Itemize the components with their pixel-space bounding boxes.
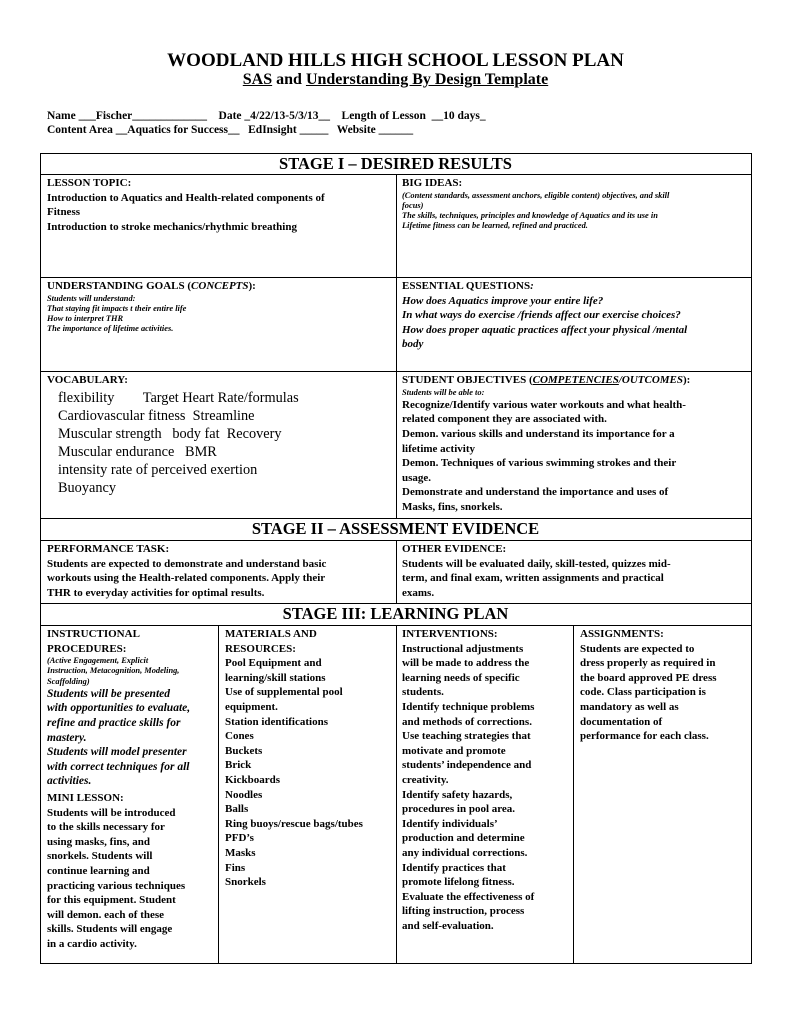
performance-task-label: PERFORMANCE TASK: [47,543,170,555]
materials-item: Pool Equipment and [225,657,322,670]
interventions-line: lifting instruction, process [402,905,525,918]
vocabulary-line: Cardiovascular fitness Streamline [58,407,255,424]
interventions-line: students. [402,686,444,699]
understanding-line: How to interpret THR [47,314,124,323]
divider [396,540,397,603]
understanding-goals-label [47,279,392,294]
instructional-label: INSTRUCTIONAL [47,628,140,640]
mini-lesson-line: for this equipment. Student [47,894,176,907]
divider [396,625,397,964]
performance-task-line: workouts using the Health-related components. Apply their [47,572,326,585]
other-evidence-line: term, and final exam, written assignments and practical [402,572,664,585]
interventions-line: and methods of corrections. [402,715,532,728]
materials-item: Snorkels [225,876,266,889]
instructional-line: activities. [47,775,92,788]
mini-lesson-line: snorkels. Students will [47,850,153,863]
stage-3-heading: STAGE III: LEARNING PLAN [282,604,509,623]
vocabulary-line: intensity rate of perceived exertion [58,461,258,478]
assignments-label: ASSIGNMENTS: [580,628,664,640]
big-ideas-text: Lifetime fitness can be learned, refined and practiced. [402,221,588,231]
mini-lesson-line: to the skills necessary for [47,821,165,834]
interventions-line: and self-evaluation. [402,919,494,932]
vocabulary-line: Buoyancy [58,479,116,496]
document-subtitle [0,71,791,89]
website-value: ______ [378,124,414,136]
mini-lesson-line: Students will be introduced [47,806,176,819]
materials-item: Noodles [225,788,263,801]
other-evidence-line: Students will be evaluated daily, skill-tested, quizzes mid- [402,557,671,570]
assignments-line: Students are expected to [580,642,695,655]
interventions-line: Identify individuals’ [402,817,498,830]
objective-line: related component they are associated with. [402,413,607,426]
interventions-line: procedures in pool area. [402,803,516,816]
big-ideas-note: (Content standards, assessment anchors, eligible content) objectives, and skill [402,190,670,200]
assignments-line: code. Class participation is [580,686,706,699]
materials-item: Station identifications [225,715,328,728]
divider [218,625,219,964]
instructional-line: refine and practice skills for [47,716,181,729]
mini-lesson-line: will demon. each of these [47,908,165,921]
lesson-topic-label: LESSON TOPIC: [47,177,132,189]
interventions-line: will be made to address the [402,657,530,670]
interventions-line: motivate and promote [402,744,506,757]
instructional-label: PROCEDURES: [47,642,127,655]
assignments-line: documentation of [580,715,663,728]
interventions-line: creativity. [402,773,449,786]
essential-questions-cell [402,279,748,352]
edinsight-label: EdInsight [248,124,297,136]
materials-item: Cones [225,730,254,743]
objectives-label-part: STUDENT OBJECTIVES ( [402,374,533,386]
materials-label: RESOURCES: [225,642,296,655]
mini-lesson-line: in a cardio activity. [47,937,137,950]
mini-lesson-line: skills. Students will engage [47,923,173,936]
vocabulary-line: Muscular endurance BMR [58,443,217,460]
lesson-topic-cell [47,176,392,234]
header-row-1 [47,110,486,122]
performance-task-line: Students are expected to demonstrate and understand basic [47,557,327,570]
instructional-line: mastery. [47,731,87,744]
subtitle-ubd: Understanding By Design Template [305,71,549,88]
stage-1-heading: STAGE I – DESIRED RESULTS [279,154,512,173]
materials-resources-cell [225,627,395,890]
interventions-label: INTERVENTIONS: [402,628,498,640]
understanding-label-part: UNDERSTANDING GOALS ( [47,280,192,292]
understanding-label-concepts: CONCEPTS [191,280,249,292]
objective-line: Demonstrate and understand the importance and uses of [402,486,669,499]
subtitle-and: and [272,71,306,88]
instructional-note: Scaffolding) [47,676,90,686]
other-evidence-line: exams. [402,586,435,599]
materials-item: Buckets [225,744,263,757]
objective-line: Demon. Techniques of various swimming strokes and their [402,457,677,470]
date-value: _4/22/13-5/3/13__ [244,110,331,122]
objectives-label-competencies: COMPETENCIES [532,374,619,386]
materials-item: PFD’s [225,832,254,845]
lesson-topic-line: Introduction to Aquatics and Health-related components of [47,191,325,204]
objectives-label-outcomes: /OUTCOMES [618,374,684,386]
interventions-line: Identify practices that [402,861,506,874]
big-ideas-note: focus) [402,200,424,210]
length-label: Length of Lesson [341,110,426,122]
materials-item: Fins [225,861,246,874]
interventions-line: students’ independence and [402,759,532,772]
document-title: WOODLAND HILLS HIGH SCHOOL LESSON PLAN [167,50,624,71]
header-row-2 [47,124,413,136]
assignments-line: mandatory as well as [580,700,679,713]
website-label: Website [336,124,376,136]
interventions-line: production and determine [402,832,525,845]
interventions-line: learning needs of specific [402,671,520,684]
instructional-line: with opportunities to evaluate, [47,702,191,715]
instructional-note: (Active Engagement, Explicit [47,656,149,666]
assignments-line: performance for each class. [580,730,709,743]
vocabulary-label: VOCABULARY: [47,374,128,386]
essential-question: In what ways do exercise /friends affect our exercise choices? [402,309,681,322]
understanding-line: Students will understand: [47,293,136,303]
interventions-line: Identify technique problems [402,700,535,713]
materials-label: MATERIALS AND [225,628,317,640]
objective-line: lifetime activity [402,442,475,455]
student-objectives-cell [402,373,750,515]
edinsight-value: _____ [299,124,329,136]
divider [396,174,397,518]
vocabulary-line: flexibility Target Heart Rate/formulas [58,390,299,406]
subtitle-sas: SAS [242,71,273,88]
materials-item: Masks [225,846,256,859]
instructional-procedures-cell [47,627,217,951]
interventions-line: Use teaching strategies that [402,730,531,743]
content-area-label: Content Area [47,124,113,136]
interventions-cell [402,627,572,933]
big-ideas-text: The skills, techniques, principles and knowledge of Aquatics and its use in [402,211,658,220]
materials-item: Kickboards [225,773,281,786]
essential-question: How does Aquatics improve your entire life? [402,294,604,307]
lesson-topic-line: Introduction to stroke mechanics/rhythmic breathing [47,220,297,233]
vocabulary-list [58,390,299,497]
instructional-line: Students will be presented [47,687,170,700]
mini-lesson-line: practicing various techniques [47,879,186,892]
materials-item: Brick [225,759,252,772]
other-evidence-cell [402,542,748,600]
objectives-label-part: ): [683,374,691,386]
materials-item: equipment. [225,700,278,713]
date-label: Date [218,110,242,122]
other-evidence-label: OTHER EVIDENCE: [402,543,507,555]
understanding-goals-cell [47,279,392,334]
essential-question: body [402,338,424,351]
student-objectives-label [402,373,750,388]
interventions-line: promote lifelong fitness. [402,876,515,889]
instructional-line: with correct techniques for all [47,760,190,773]
interventions-line: Identify safety hazards, [402,788,513,801]
vocabulary-cell [47,373,392,388]
instructional-note: Instruction, Metacognition, Modeling, [47,666,180,676]
content-area-value: __Aquatics for Success__ [115,124,240,136]
objective-line: Demon. various skills and understand its importance for a [402,427,675,440]
divider [573,625,574,964]
assignments-line: the board approved PE dress [580,671,717,684]
understanding-line: That staying fit impacts t their entire life [47,303,187,313]
big-ideas-label: BIG IDEAS: [402,177,463,189]
objective-line: usage. [402,471,432,484]
performance-task-line: THR to everyday activities for optimal results. [47,586,265,599]
mini-lesson-line: using masks, fins, and [47,835,151,848]
vocabulary-line: Muscular strength body fat Recovery [58,425,282,442]
understanding-line: The importance of lifetime activities. [47,324,174,334]
materials-item: Balls [225,803,249,816]
big-ideas-cell [402,176,748,231]
materials-item: Ring buoys/rescue bags/tubes [225,817,363,830]
assignments-line: dress properly as required in [580,657,716,670]
length-value: __10 days_ [431,110,486,122]
interventions-line: Evaluate the effectiveness of [402,890,535,903]
interventions-line: any individual corrections. [402,846,528,859]
materials-item: Use of supplemental pool [225,686,343,699]
name-value: ___Fischer_____________ [78,110,208,122]
essential-questions-label [402,279,748,294]
objectives-note: Students will be able to: [402,387,485,397]
name-label: Name [47,110,76,122]
objective-line: Recognize/Identify various water workouts and what health- [402,398,686,411]
essential-question: How does proper aquatic practices affect your physical /mental [402,323,688,336]
assignments-cell [580,627,748,744]
interventions-line: Instructional adjustments [402,642,524,655]
instructional-line: Students will model presenter [47,746,187,759]
understanding-label-part: ): [248,280,256,292]
mini-lesson-line: continue learning and [47,864,150,877]
performance-task-cell [47,542,392,600]
essential-label-colon: : [530,280,534,292]
mini-lesson-label: MINI LESSON: [47,791,124,804]
essential-label-text: ESSENTIAL QUESTIONS [402,280,531,292]
stage-2-heading: STAGE II – ASSESSMENT EVIDENCE [251,519,540,538]
materials-item: learning/skill stations [225,671,326,684]
objective-line: Masks, fins, snorkels. [402,500,503,513]
lesson-topic-line: Fitness [47,206,80,219]
